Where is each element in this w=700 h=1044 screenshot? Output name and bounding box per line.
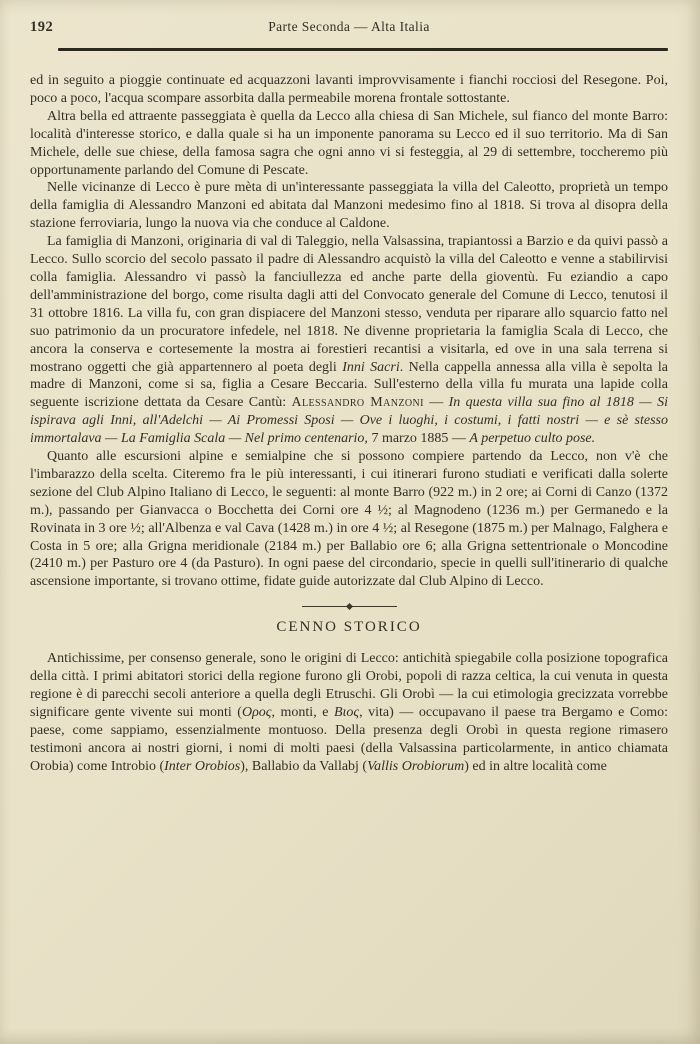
text-run: Inni Sacri xyxy=(342,359,400,375)
running-title: Parte Seconda — Alta Italia xyxy=(268,19,430,34)
text-run: In questa villa sua fino al 1818 — Si ispirava agli Inni, all'Adelchi — Ai Promessi Sposi — Ove i luoghi, i costumi, i fatti nostri — e sè stesso immortalava — La Famiglia Scala — Nel primo centenario, xyxy=(30,395,668,447)
text-run: . Nella cappella annessa alla villa è sepolta la madre di Manzoni, come si sa, figlia a Cesare Beccaria. Sull'esterno della villa fu murata una lapide colla seguente iscrizione dettata da Cesare Cantù: xyxy=(30,359,668,411)
paragraph xyxy=(30,650,668,775)
section-heading: CENNO STORICO xyxy=(276,619,422,636)
text-run: A perpetuo culto pose. xyxy=(469,431,596,447)
text-run: ) ed in altre località come xyxy=(464,758,607,774)
text-run: La famiglia di Manzoni, originaria di val di Taleggio, nella Valsassina, trapiantossi a Barzio e da quivi passò a Lecco. Sullo scorcio del secolo passato il padre di Alessandro acquistò la villa del Caleotto e venne a stabilirvisi colla famiglia. Alessandro vi passò la fanciullezza ed anche parte della gioventù. Fu eziandio a capo dell'amministrazione del borgo, come risulta dagli atti del Convocato generale del Comune di Lecco, tenutosi il 31 ottobre 1816. La villa fu, con gran dispiacere del Manzoni stesso, venduta per riparare allo squarcio fatto nel suo patrimonio da un procuratore infedele, nel 1818. Ne divenne proprietaria la famiglia Scala di Lecco, che ancora la conserva e cortesemente la mostra ai forestieri recantisi a visitarla, ed ove in una sala terrena si mostrano oggetti che già appartennero al poeta degli xyxy=(30,234,668,375)
text-run: ed in seguito a pioggie continuate ed acquazzoni lavanti improvvisamente i fianchi rocciosi del Resegone. Poi, poco a poco, l'acqua scompare assorbita dalla permeabile morena frontale sottostante. xyxy=(30,73,668,106)
paragraph xyxy=(30,179,668,233)
header-rule xyxy=(58,48,668,51)
diamond-ornament-icon xyxy=(345,603,352,610)
text-run: , vita) — occupavano il paese tra Bergamo e Como: paese, come sappiamo, essenzialmente montuoso. Della presenza degli Orobì in questa regione rimasero testimoni ancora ai nostri giorni, i nomi di molti paesi (della Valsassina particolarmente, in antico chiamata Orobia) come Introbio ( xyxy=(30,704,668,774)
text-run: 7 marzo 1885 — xyxy=(367,431,470,447)
divider-line xyxy=(351,606,397,607)
paragraph xyxy=(30,72,668,108)
text-run: Altra bella ed attraente passeggiata è quella da Lecco alla chiesa di San Michele, sul fianco del monte Barro: località d'interesse storico, e dalla quale si ha un imponente panorama su Lecco ed il suo territorio. Ma di San Michele, delle sue chiese, della famosa sagra che ogni anno vi si festeggia, al 29 di settembre, toccheremo più opportunamente parlando del Comune di Pescate. xyxy=(30,108,668,178)
text-run: Quanto alle escursioni alpine e semialpine che si possono compiere partendo da Lecco, non v'è che l'imbarazzo della scelta. Citeremo fra le più interessanti, i cui itinerari furono studiati e verificati dalla solerte sezione del Club Alpino Italiano di Lecco, le seguenti: al monte Barro (922 m.) in 2 ore; ai Corni di Canzo (1372 m.), passando per Gianvacca o Bocchetta dei Corni ore 4 ½; al Magnodeno (1236 m.) per Germanedo e la Rovinata in 3 ore ½; all'Albenza e val Cava (1428 m.) in ore 4 ½; al Resegone (1875 m.) per Malnago, Falghera e Costa in 5 ore; alla Grigna meridionale (2184 m.) per Ballabio ore 6; alla Grigna settentrionale o Moncodine (2410 m.) per Pasturo ore 4 (da Pasturo). In ogni paese del circondario, specie in quelli sull'itinerario di qualche ascensione importante, si trovano ottime, fidate guide autorizzate dal Club Alpino di Lecco. xyxy=(30,449,668,590)
text-run: Vallis Orobiorum xyxy=(367,758,465,774)
text-run: , monti, e xyxy=(271,704,334,720)
text-run: Alessandro Manzoni xyxy=(291,395,424,411)
text-run: Ορος xyxy=(241,704,272,720)
text-run: Inter Orobios xyxy=(164,758,241,774)
page-number: 192 xyxy=(30,19,54,35)
text-run: Antichissime, per consenso generale, sono le origini di Lecco: antichità spiegabile colla posizione topografica della città. I primi abitatori storici della regione furono gli Orobi, popoli di razza celtica, la cui venuta in questa regione è di parecchi secoli anteriore a quella degli Etruschi. Gli Orobì — la cui etimologia grecizzata vorrebbe significare gente vivente sui monti ( xyxy=(30,651,668,720)
text-run: ), Ballabio da Vallabj ( xyxy=(240,758,368,774)
text-block xyxy=(30,72,668,776)
paragraph xyxy=(30,448,668,591)
page-header xyxy=(30,19,668,39)
text-run: Nelle vicinanze di Lecco è pure mèta di un'interessante passeggiata la villa del Caleotto, proprietà un tempo della famiglia di Alessandro Manzoni ed abitata dal Manzoni medesimo fino al 1818. Si trova al disopra della stazione ferroviaria, lungo la nuova via che conduce al Caldone. xyxy=(30,180,668,232)
text-run: Βιος xyxy=(333,704,360,720)
paragraph xyxy=(30,233,668,448)
section-divider xyxy=(30,604,668,609)
text-run: — xyxy=(423,395,449,411)
paragraph xyxy=(30,108,668,180)
divider-line xyxy=(302,606,348,607)
